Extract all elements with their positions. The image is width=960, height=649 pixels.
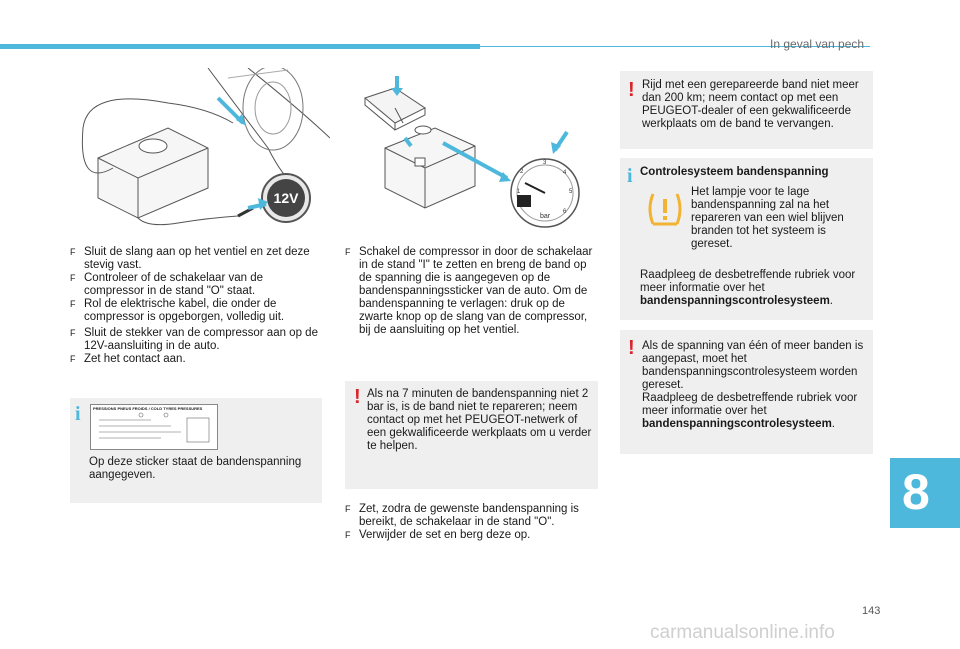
list-item: F Rol de elektrische kabel, die onder de compressor is opgeborgen, volledig uit.: [70, 298, 285, 323]
list-item: F Schakel de compressor in door de schakelaar in de stand "I" te zetten en breng de band op de spanning die is aangegeven op de bandenspanningssticker van de auto. Om de bandenspanning te verlagen: druk op de zwarte knop op de slang van de compressor, bij de aansluiting op het ventiel.: [345, 246, 593, 336]
sticker-header: PRESSIONS PNEUS FROIDS / COLD TYRES PRESSURES: [93, 406, 203, 411]
list-item: F Controleer of de schakelaar van de compressor in de stand "O" staat.: [70, 272, 263, 297]
info-box-text: Op deze sticker staat de bandenspanning aangegeven.: [89, 456, 302, 481]
svg-text:4: 4: [563, 170, 567, 176]
gauge-illustration: [355, 68, 595, 233]
warning-box-text: Als na 7 minuten de bandenspanning niet 2 bar is, is de band niet te repareren; neem contact op met het PEUGEOT-netwerk of een gekwalificeerde werkplaats om u verder te helpen.: [367, 388, 592, 452]
list-item: F Zet, zodra de gewenste bandenspanning is bereikt, de schakelaar in de stand "O".: [345, 503, 579, 528]
warning-icon: !: [628, 79, 635, 101]
sticker-graphic: [91, 412, 215, 448]
svg-text:1: 1: [517, 189, 521, 195]
page-number: 143: [862, 605, 881, 617]
list-item: F Verwijder de set en berg deze op.: [345, 529, 531, 541]
middle-bottom-bullet-list: [345, 503, 600, 542]
svg-text:5: 5: [569, 189, 573, 195]
warning-box-repair-text: Rijd met een gerepareerde band niet meer dan 200 km; neem contact op met een PEUGEOT-dealer of een gekwalificeerde werkplaats om de band te vervangen.: [642, 79, 859, 130]
list-item: F Sluit de slang aan op het ventiel en zet deze stevig vast.: [70, 246, 310, 271]
list-item: F Zet het contact aan.: [70, 353, 186, 365]
list-item: F Sluit de stekker van de compressor aan op de 12V-aansluiting in de auto.: [70, 327, 318, 352]
svg-text:2: 2: [520, 169, 524, 175]
chapter-number: 8: [902, 464, 930, 520]
info-box-lamp-text: Het lampje voor te lage bandenspanning zal na het repareren van een wiel blijven branden tot het systeem is gereset.: [691, 186, 844, 250]
plug-label: 12V: [273, 190, 299, 206]
warning-icon: !: [628, 337, 635, 359]
header-bar: [0, 44, 480, 49]
tyre-pressure-sticker: [90, 404, 218, 450]
warning-box-reset-text: Als de spanning van één of meer banden is aangepast, moet het bandenspanningscontrolesysteem worden gereset. Raadpleeg de desbetreffende rubriek voor meer informatie over het bandenspanningscontrolesysteem.: [642, 340, 864, 430]
section-title: In geval van pech: [770, 37, 865, 51]
gauge-unit: bar: [539, 213, 551, 220]
low-pressure-warning-lamp-icon: [645, 190, 685, 228]
info-box-reference: Raadpleeg de desbetreffende rubriek voor meer informatie over het bandenspanningscontrolesysteem.: [640, 269, 856, 307]
svg-text:3: 3: [543, 160, 547, 166]
left-bullet-list: [70, 246, 325, 366]
info-icon: i: [627, 165, 633, 187]
info-box-title: Controlesysteem bandenspanning: [640, 166, 829, 178]
watermark: carmanualsonline.info: [650, 622, 835, 643]
pressure-gauge-icon: [511, 159, 579, 227]
info-icon: i: [75, 403, 81, 425]
warning-icon: !: [354, 386, 361, 408]
middle-bullet-list: [345, 246, 600, 337]
svg-text:6: 6: [563, 209, 567, 215]
plug-12v-icon: [262, 174, 310, 222]
compressor-illustration: [68, 68, 330, 233]
